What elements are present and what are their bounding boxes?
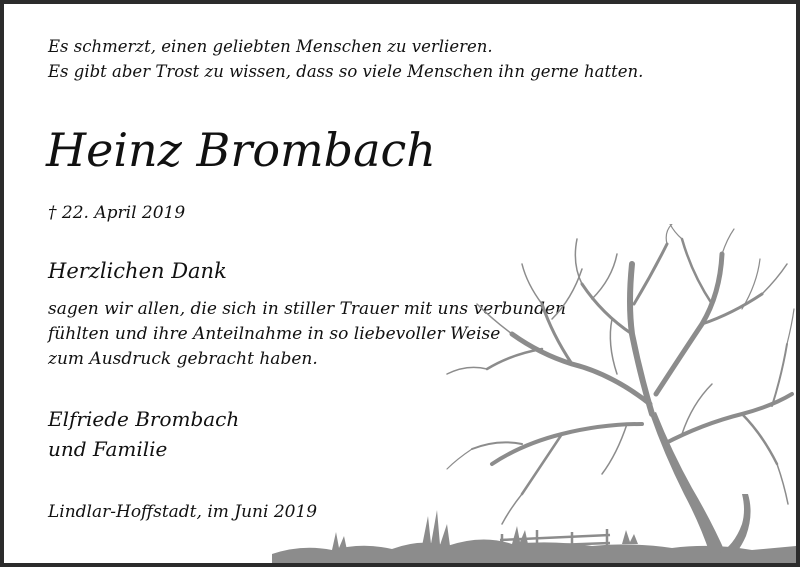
motto (48, 34, 643, 84)
place-date: Lindlar-Hoffstadt, im Juni 2019 (48, 502, 318, 522)
thanks-line: sagen wir allen, die sich in stiller Trauer mit uns verbunden (48, 299, 566, 319)
deceased-name: Heinz Brombach (46, 123, 436, 177)
thanks-line: fühlten und ihre Anteilnahme in so liebevoller Weise (48, 324, 501, 344)
motto-line: Es schmerzt, einen geliebten Menschen zu verlieren. (48, 37, 493, 56)
tree-silhouette-icon (272, 224, 796, 567)
signatory-line: Elfriede Brombach (48, 407, 240, 431)
death-date: † 22. April 2019 (48, 203, 186, 223)
thanks-heading: Herzlichen Dank (48, 259, 227, 283)
signatories (48, 404, 239, 464)
thanks-line: zum Ausdruck gebracht haben. (48, 349, 318, 369)
signatory-line: und Familie (48, 437, 168, 461)
motto-line: Es gibt aber Trost zu wissen, dass so viele Menschen ihn gerne hatten. (48, 62, 644, 81)
